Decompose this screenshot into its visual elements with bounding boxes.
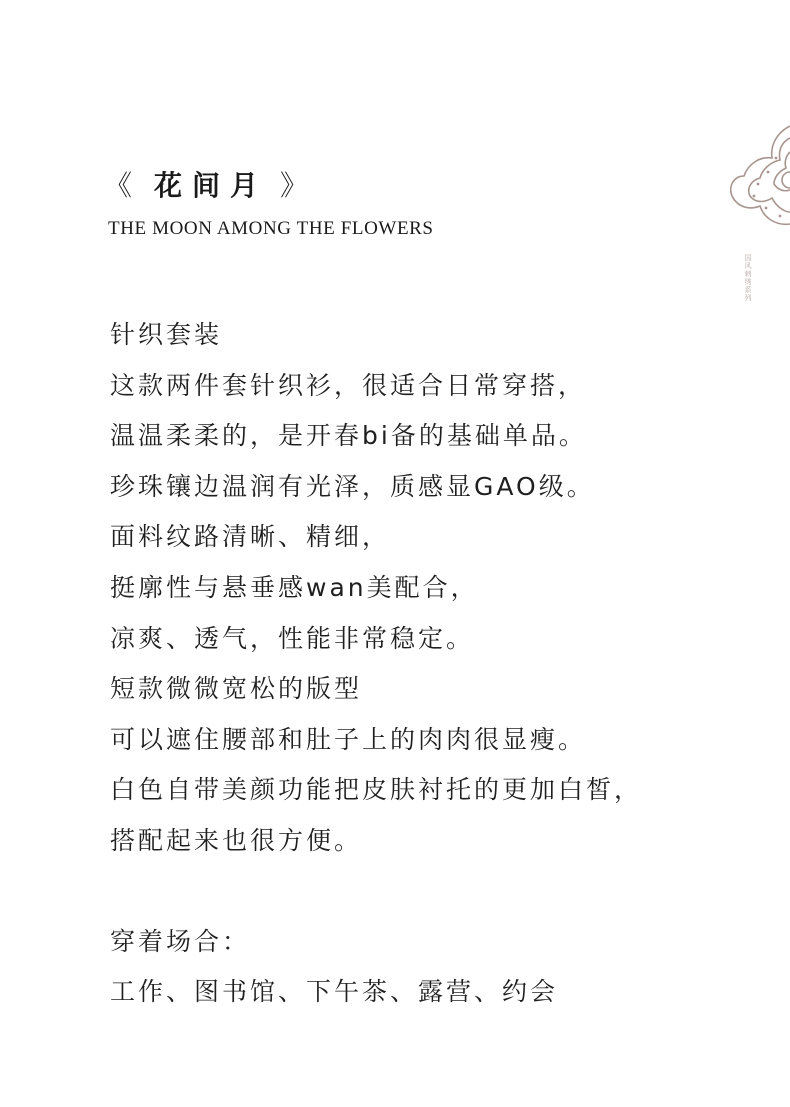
occasion-label: 穿着场合： (110, 926, 251, 956)
page-title (104, 164, 308, 204)
description-line: 珍珠镶边温润有光泽，质感显GAO级。 (110, 471, 595, 501)
description-line: 可以遮住腰部和肚子上的肉肉很显瘦。 (110, 724, 587, 754)
description-line: 挺廓性与悬垂感wan美配合， (110, 572, 479, 602)
section-spacer (110, 873, 730, 923)
description-line: 面料纹路清晰、精细， (110, 522, 391, 552)
description-line: 这款两件套针织衫，很适合日常穿搭， (110, 370, 587, 400)
title-text: 花间月 (154, 169, 269, 202)
occasion-value: 工作、图书馆、下午茶、露营、约会 (110, 977, 559, 1007)
page-subtitle: THE MOON AMONG THE FLOWERS (108, 218, 434, 239)
title-close-bracket: 》 (280, 169, 309, 202)
description-line: 凉爽、透气，性能非常稳定。 (110, 623, 475, 653)
description-heading: 针织套装 (110, 320, 223, 349)
description-block (110, 316, 730, 1024)
title-open-bracket: 《 (104, 169, 133, 202)
description-line: 白色自带美颜功能把皮肤衬托的更加白皙， (110, 775, 643, 805)
description-line: 温温柔柔的，是开春bi备的基础单品。 (110, 421, 587, 451)
description-line: 搭配起来也很方便。 (110, 825, 363, 855)
mandala-flower-icon (730, 118, 790, 318)
description-line: 短款微微宽松的版型 (110, 674, 363, 704)
seal-caption: 国风刺绣系列 (744, 254, 752, 302)
